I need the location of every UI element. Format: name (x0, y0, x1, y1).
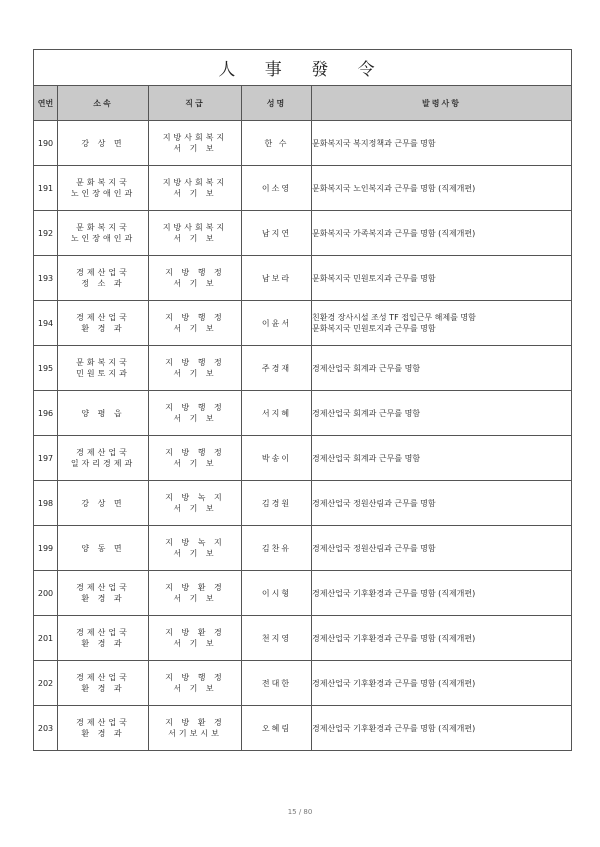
cell-dept (58, 571, 149, 616)
dept-line: 양 동 면 (81, 543, 125, 553)
cell-grade (149, 616, 242, 661)
order-line: 문화복지국 민원토지과 근무를 명함 (312, 324, 436, 333)
header-row (34, 86, 572, 121)
cell-order (312, 301, 572, 346)
table-row (34, 571, 572, 616)
dept-line: 환 경 과 (81, 324, 125, 333)
order-line: 경제산업국 정원산림과 근무를 명함 (312, 498, 436, 508)
grade-line: 지 방 환 경 (165, 583, 225, 592)
grade-line: 지 방 녹 지 (165, 493, 225, 502)
dept-line: 문화복지국 (76, 358, 130, 367)
grade-line: 서 기 보 (173, 684, 217, 693)
dept-line: 환 경 과 (81, 639, 125, 648)
table-row (34, 166, 572, 211)
header-no: 연번 (34, 86, 58, 121)
cell-name: 이시형 (242, 571, 312, 616)
dept-line: 환 경 과 (81, 594, 125, 603)
table-row (34, 481, 572, 526)
table-row (34, 211, 572, 256)
dept-line: 경제산업국 (76, 718, 130, 727)
cell-order (312, 661, 572, 706)
cell-order (312, 211, 572, 256)
dept-line: 강 상 면 (81, 138, 125, 148)
header-name: 성명 (242, 86, 312, 121)
cell-name: 남보라 (242, 256, 312, 301)
dept-line: 일자리경제과 (70, 459, 136, 468)
cell-grade (149, 436, 242, 481)
table-row (34, 436, 572, 481)
table-row (34, 526, 572, 571)
cell-name: 이윤서 (242, 301, 312, 346)
cell-no: 193 (34, 256, 58, 301)
cell-grade (149, 706, 242, 751)
dept-line: 문화복지국 (76, 223, 130, 232)
order-line: 경제산업국 기후환경과 근무를 명함 (직제개편) (312, 723, 476, 733)
cell-grade (149, 256, 242, 301)
cell-name: 박송이 (242, 436, 312, 481)
cell-dept (58, 166, 149, 211)
table-row (34, 616, 572, 661)
grade-line: 지방사회복지 (162, 178, 228, 187)
header-grade: 직급 (149, 86, 242, 121)
cell-dept (58, 346, 149, 391)
dept-line: 민원토지과 (76, 369, 130, 378)
cell-name: 전대한 (242, 661, 312, 706)
order-line: 친환경 장사시설 조성 TF 접입근무 해제를 명함 (312, 313, 476, 322)
cell-order (312, 256, 572, 301)
document-title: 人 事 發 令 (218, 60, 387, 80)
cell-no: 203 (34, 706, 58, 751)
cell-dept (58, 436, 149, 481)
grade-line: 서 기 보 (173, 324, 217, 333)
grade-line: 지 방 행 정 (165, 448, 225, 457)
cell-grade (149, 121, 242, 166)
cell-grade (149, 481, 242, 526)
cell-name: 주경재 (242, 346, 312, 391)
cell-no: 198 (34, 481, 58, 526)
cell-no: 202 (34, 661, 58, 706)
order-line: 문화복지국 복지정책과 근무를 명함 (312, 138, 436, 148)
cell-dept (58, 526, 149, 571)
cell-dept (58, 481, 149, 526)
table-row (34, 346, 572, 391)
table-row (34, 121, 572, 166)
cell-no: 190 (34, 121, 58, 166)
order-line: 문화복지국 노인복지과 근무를 명함 (직제개편) (312, 183, 476, 193)
grade-line: 서 기 보 (173, 414, 217, 423)
grade-line: 지 방 행 정 (165, 358, 225, 367)
grade-line: 지방사회복지 (162, 223, 228, 232)
header-dept: 소속 (58, 86, 149, 121)
cell-no: 195 (34, 346, 58, 391)
order-line: 문화복지국 가족복지과 근무를 명함 (직제개편) (312, 228, 476, 238)
personnel-order-table (33, 49, 572, 751)
cell-dept (58, 661, 149, 706)
cell-no: 194 (34, 301, 58, 346)
grade-line: 서 기 보 (173, 504, 217, 513)
cell-grade (149, 166, 242, 211)
table-row (34, 256, 572, 301)
order-line: 문화복지국 민원토지과 근무를 명함 (312, 273, 436, 283)
dept-line: 노인장애인과 (70, 234, 136, 243)
cell-dept (58, 301, 149, 346)
page-number: 15 / 80 (287, 808, 313, 816)
cell-dept (58, 121, 149, 166)
cell-order (312, 166, 572, 211)
dept-line: 강 상 면 (81, 498, 125, 508)
cell-grade (149, 301, 242, 346)
cell-no: 192 (34, 211, 58, 256)
cell-order (312, 571, 572, 616)
table-body (34, 121, 572, 751)
cell-order (312, 616, 572, 661)
cell-grade (149, 211, 242, 256)
order-line: 경제산업국 정원산림과 근무를 명함 (312, 543, 436, 553)
table-row (34, 391, 572, 436)
grade-line: 서 기 보 (173, 639, 217, 648)
grade-line: 서 기 보 (173, 594, 217, 603)
cell-order (312, 481, 572, 526)
table-row (34, 301, 572, 346)
cell-name: 김찬유 (242, 526, 312, 571)
dept-line: 경제산업국 (76, 583, 130, 592)
grade-line: 서 기 보 (173, 369, 217, 378)
grade-line: 서 기 보 (173, 279, 217, 288)
grade-line: 지방사회복지 (162, 133, 228, 142)
cell-name: 김경원 (242, 481, 312, 526)
order-line: 경제산업국 회계과 근무를 명함 (312, 408, 421, 418)
header-order: 발령사항 (312, 86, 572, 121)
dept-line: 경제산업국 (76, 628, 130, 637)
dept-line: 환 경 과 (81, 729, 125, 738)
grade-line: 지 방 행 정 (165, 403, 225, 412)
dept-line: 문화복지국 (76, 178, 130, 187)
order-line: 경제산업국 회계과 근무를 명함 (312, 363, 421, 373)
grade-line: 서 기 보 (173, 549, 217, 558)
dept-line: 경제산업국 (76, 448, 130, 457)
cell-name: 천지영 (242, 616, 312, 661)
order-line: 경제산업국 기후환경과 근무를 명함 (직제개편) (312, 678, 476, 688)
cell-dept (58, 706, 149, 751)
grade-line: 지 방 행 정 (165, 313, 225, 322)
grade-line: 서기보시보 (168, 729, 222, 738)
dept-line: 경제산업국 (76, 268, 130, 277)
cell-name: 이소영 (242, 166, 312, 211)
cell-order (312, 526, 572, 571)
cell-dept (58, 616, 149, 661)
cell-grade (149, 526, 242, 571)
dept-line: 양 평 읍 (81, 408, 125, 418)
cell-no: 196 (34, 391, 58, 436)
grade-line: 지 방 행 정 (165, 268, 225, 277)
table-row (34, 661, 572, 706)
cell-no: 199 (34, 526, 58, 571)
cell-name: 서지혜 (242, 391, 312, 436)
cell-grade (149, 571, 242, 616)
dept-line: 경제산업국 (76, 313, 130, 322)
dept-line: 정 소 과 (81, 279, 125, 288)
cell-no: 197 (34, 436, 58, 481)
cell-dept (58, 256, 149, 301)
cell-name: 한 수 (242, 121, 312, 166)
cell-order (312, 346, 572, 391)
grade-line: 지 방 환 경 (165, 718, 225, 727)
grade-line: 서 기 보 (173, 189, 217, 198)
cell-name: 오혜림 (242, 706, 312, 751)
order-line: 경제산업국 기후환경과 근무를 명함 (직제개편) (312, 633, 476, 643)
cell-dept (58, 211, 149, 256)
cell-no: 201 (34, 616, 58, 661)
grade-line: 서 기 보 (173, 459, 217, 468)
dept-line: 노인장애인과 (70, 189, 136, 198)
order-line: 경제산업국 회계과 근무를 명함 (312, 453, 421, 463)
cell-dept (58, 391, 149, 436)
cell-order (312, 391, 572, 436)
cell-grade (149, 661, 242, 706)
cell-grade (149, 391, 242, 436)
title-cell (34, 50, 572, 86)
grade-line: 지 방 녹 지 (165, 538, 225, 547)
grade-line: 지 방 환 경 (165, 628, 225, 637)
dept-line: 환 경 과 (81, 684, 125, 693)
cell-no: 191 (34, 166, 58, 211)
grade-line: 서 기 보 (173, 234, 217, 243)
cell-no: 200 (34, 571, 58, 616)
cell-order (312, 121, 572, 166)
cell-grade (149, 346, 242, 391)
grade-line: 지 방 행 정 (165, 673, 225, 682)
cell-order (312, 706, 572, 751)
table-row (34, 706, 572, 751)
cell-name: 남지연 (242, 211, 312, 256)
order-line: 경제산업국 기후환경과 근무를 명함 (직제개편) (312, 588, 476, 598)
dept-line: 경제산업국 (76, 673, 130, 682)
cell-order (312, 436, 572, 481)
grade-line: 서 기 보 (173, 144, 217, 153)
